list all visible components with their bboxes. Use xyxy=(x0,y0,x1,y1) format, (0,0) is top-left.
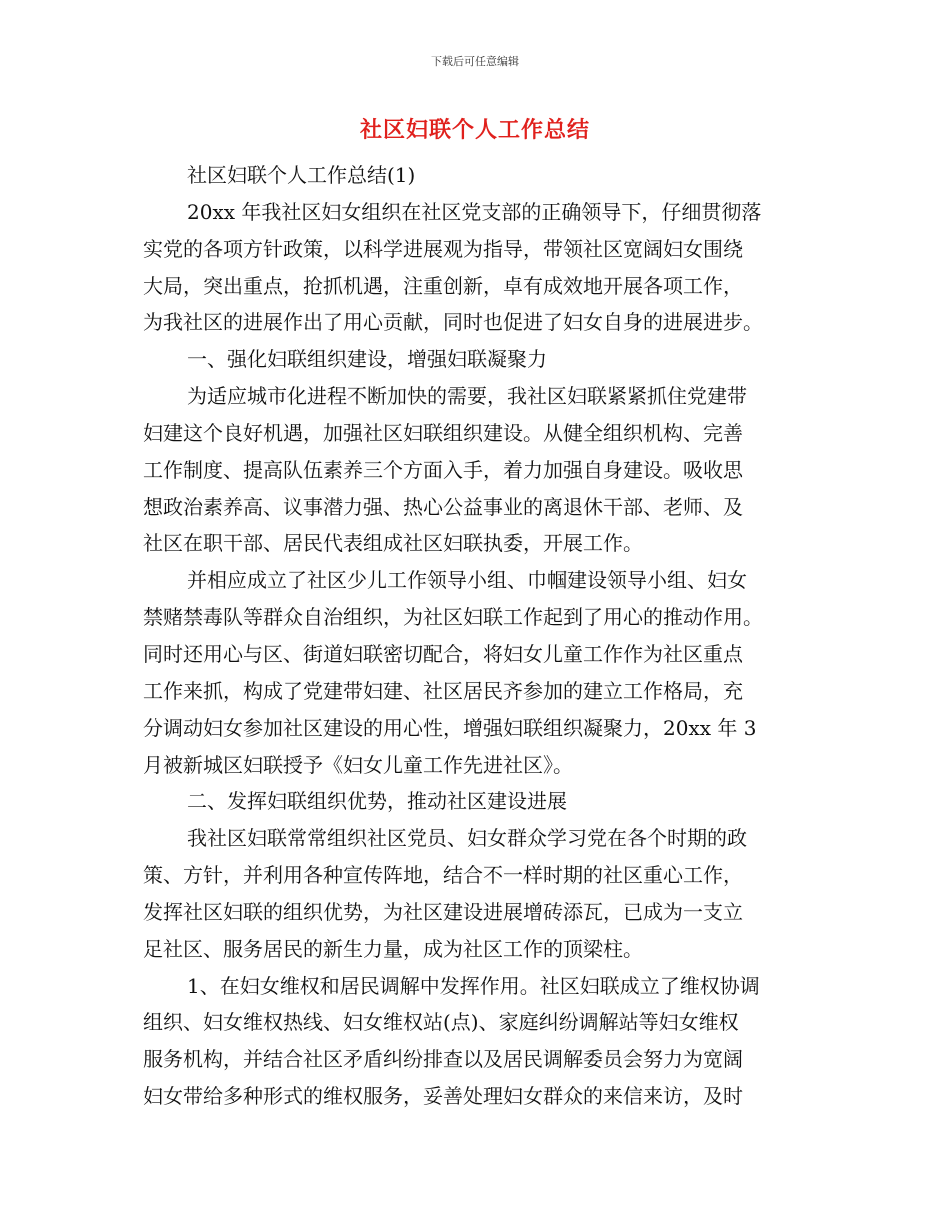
text-line: 禁赌禁毒队等群众自治组织，为社区妇联工作起到了用心的推动作用。 xyxy=(143,605,763,630)
text-line: 组织、妇女维权热线、妇女维权站(点)、家庭纠纷调解站等妇女维权 xyxy=(143,1010,739,1035)
text-line: 策、方针，并利用各种宣传阵地，结合不一样时期的社区重心工作， xyxy=(143,863,743,888)
text-line: 月被新城区妇联授予《妇女儿童工作先进社区》。 xyxy=(143,752,573,777)
text-line: 并相应成立了社区少儿工作领导小组、巾帼建设领导小组、妇女 xyxy=(187,568,747,593)
text-line: 发挥社区妇联的组织优势，为社区建设进展增砖添瓦，已成为一支立 xyxy=(143,899,743,924)
text-line: 为适应城市化进程不断加快的需要，我社区妇联紧紧抓住党建带 xyxy=(187,384,747,409)
text-line: 二、发挥妇联组织优势，推动社区建设进展 xyxy=(187,789,567,814)
header-note: 下载后可任意编辑 xyxy=(431,55,519,68)
text-line: 社区妇联个人工作总结(1) xyxy=(187,163,416,187)
text-line: 实党的各项方针政策，以科学进展观为指导，带领社区宽阔妇女围绕 xyxy=(143,236,743,261)
text-line: 社区在职干部、居民代表组成社区妇联执委，开展工作。 xyxy=(143,531,643,556)
text-line: 服务机构，并结合社区矛盾纠纷排查以及居民调解委员会努力为宽阔 xyxy=(143,1047,743,1072)
text-line: 一、强化妇联组织建设，增强妇联凝聚力 xyxy=(187,347,547,372)
text-line: 足社区、服务居民的新生力量，成为社区工作的顶梁柱。 xyxy=(143,936,643,961)
text-line: 工作来抓，构成了党建带妇建、社区居民齐参加的建立工作格局，充 xyxy=(143,678,743,703)
text-line: 分调动妇女参加社区建设的用心性，增强妇联组织凝聚力，20xx 年 3 xyxy=(143,715,757,740)
text-line: 妇建这个良好机遇，加强社区妇联组织建设。从健全组织机构、完善 xyxy=(143,420,743,445)
text-line: 工作制度、提高队伍素养三个方面入手，着力加强自身建设。吸收思 xyxy=(143,457,743,482)
text-line: 想政治素养高、议事潜力强、热心公益事业的离退休干部、老师、及 xyxy=(143,494,743,519)
text-line: 为我社区的进展作出了用心贡献，同时也促进了妇女自身的进展进步。 xyxy=(143,310,763,335)
document-body xyxy=(143,157,811,1115)
document-title: 社区妇联个人工作总结 xyxy=(359,118,590,143)
text-line: 1、在妇女维权和居民调解中发挥作用。社区妇联成立了维权协调 xyxy=(187,973,760,998)
text-line: 同时还用心与区、街道妇联密切配合，将妇女儿童工作作为社区重点 xyxy=(143,641,743,666)
text-line: 妇女带给多种形式的维权服务，妥善处理妇女群众的来信来访，及时 xyxy=(143,1084,743,1109)
text-line: 20xx 年我社区妇女组织在社区党支部的正确领导下，仔细贯彻落 xyxy=(187,199,762,224)
text-line: 我社区妇联常常组织社区党员、妇女群众学习党在各个时期的政 xyxy=(187,826,747,851)
text-line: 大局，突出重点，抢抓机遇，注重创新，卓有成效地开展各项工作， xyxy=(143,273,743,298)
